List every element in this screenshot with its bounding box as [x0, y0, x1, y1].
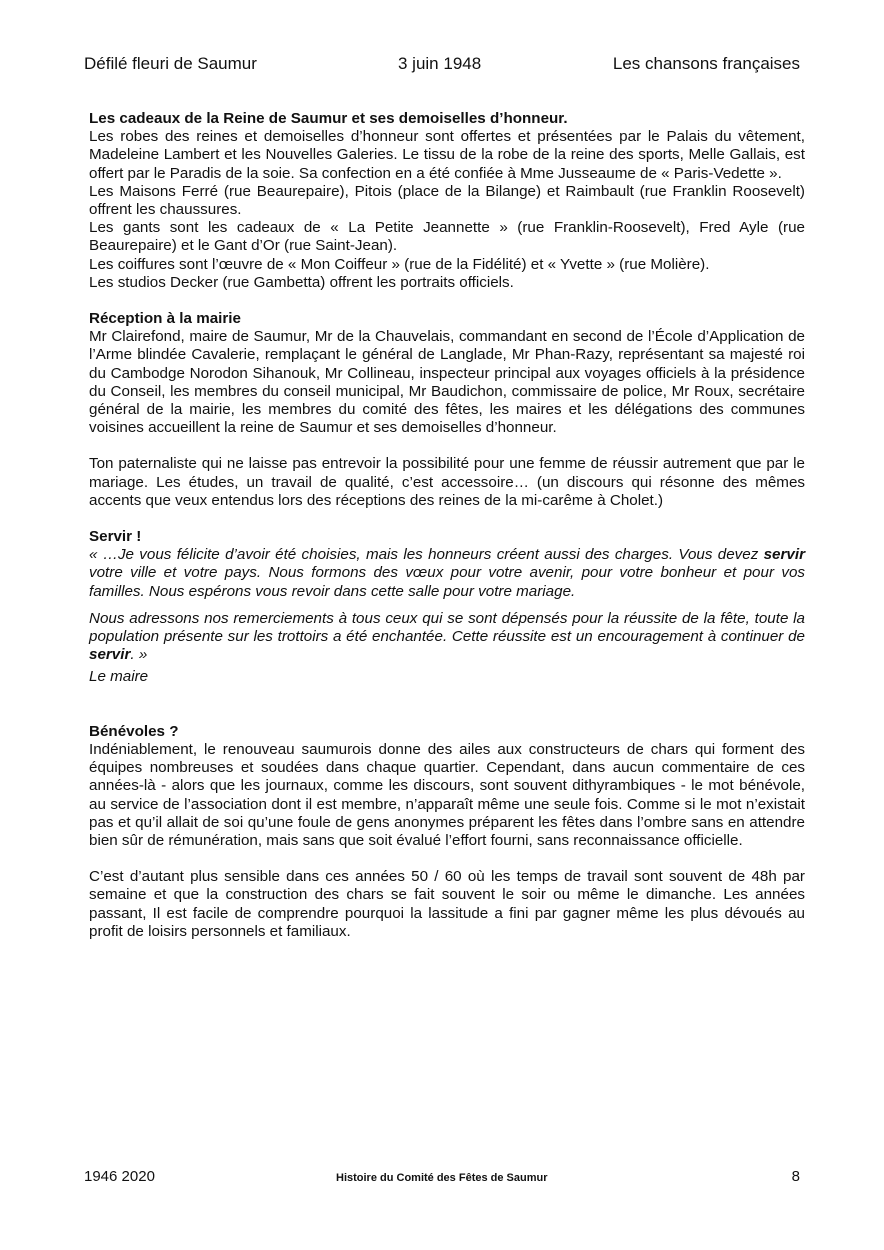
page-footer	[84, 1168, 800, 1190]
footer-title: Histoire du Comité des Fêtes de Saumur	[336, 1172, 548, 1184]
paragraph: Les studios Decker (rue Gambetta) offrent les portraits officiels.	[89, 273, 514, 291]
footer-years: 1946 2020	[84, 1168, 155, 1185]
header-date: 3 juin 1948	[398, 54, 482, 73]
header-left: Défilé fleuri de Saumur	[84, 54, 257, 73]
paragraph: Les coiffures sont l’œuvre de « Mon Coiffeur » (rue de la Fidélité) et « Yvette » (rue Molière).	[89, 255, 710, 273]
paragraph: Les Maisons Ferré (rue Beaurepaire), Pitois (place de la Bilange) et Raimbault (rue Franklin Roosevelt) offrent les chaussures.	[89, 182, 805, 219]
paragraph: Indéniablement, le renouveau saumurois donne des ailes aux constructeurs de chars qui forment des équipes nombreuses et soudées dans chaque quartier. Cependant, dans aucun commentaire de ces années-là - alors que les journaux, comme les discours, sont souvent dithyrambiques - le mot bénévole, au service de l’association dont il est membre, n’apparaît même une seule fois. Comme si le mot n’existait pas et qu’il allait de soi qu’une foule de gens anonymes préparent les fêtes dans l’ombre sans en attendre bien sûr de rémunération, mais sans que soit évalué l’effort fourni, sans reconnaissance officielle.	[89, 740, 805, 849]
header-right: Les chansons françaises	[612, 54, 800, 73]
section-cadeaux	[89, 110, 805, 292]
paragraph: Mr Clairefond, maire de Saumur, Mr de la Chauvelais, commandant en second de l’École d’Application de l’Arme blindée Cavalerie, remplaçant le général de Langlade, Mr Phan-Razy, représentant sa majesté roi du Cambodge Norodon Sihanouk, Mr Collineau, inspecteur principal aux voyages officiels à la présidence du Conseil, les membres du conseil municipal, Mr Baudichon, commissaire de police, Mr Roux, secrétaire général de la mairie, les membres du comité des fêtes, les maires et les délégations des communes voisines accueillent la reine de Saumur et ses demoiselles d’honneur.	[89, 328, 805, 437]
section-servir	[89, 528, 805, 687]
section-title-cadeaux: Les cadeaux de la Reine de Saumur et ses demoiselles d’honneur.	[89, 110, 568, 127]
section-benevoles	[89, 723, 805, 941]
paragraph: C’est d’autant plus sensible dans ces années 50 / 60 où les temps de travail sont souvent de 48h par semaine et que la construction des chars se fait souvent le soir ou même le dimanche. Les années passant, Il est facile de comprendre pourquoi la lassitude a fini par gagner même les plus dévoués au profit de loisirs personnels et familiaux.	[89, 868, 805, 940]
paragraph: Ton paternaliste qui ne laisse pas entrevoir la possibilité pour une femme de réussir autrement que par le mariage. Les études, un travail de qualité, c’est accessoire… (un discours qui résonne des mêmes accents que veux entendus lors des réceptions des reines de la mi-carême à Cholet.)	[89, 455, 805, 509]
page-header	[84, 54, 800, 76]
quote-paragraph: Nous adressons nos remerciements à tous ceux qui se sont dépensés pour la réussite de la fête, toute la population présente sur les trottoirs a été enchantée. Cette réussite est un encouragement à continuer de servir. »	[89, 609, 805, 664]
section-title-benevoles: Bénévoles ?	[89, 722, 179, 740]
paragraph: Les robes des reines et demoiselles d’honneur sont offertes et présentées par le Palais du vêtement, Madeleine Lambert et les Nouvelles Galeries. Le tissu de la robe de la reine des sports, Melle Gallais, est offert par le Paradis de la soie. Sa confection en a été confiée à Mme Jusseaume de « Paris-Vedette ».	[89, 128, 805, 182]
page-number: 8	[791, 1168, 800, 1185]
signature: Le maire	[89, 668, 149, 686]
paragraph: Les gants sont les cadeaux de « La Petite Jeannette » (rue Franklin-Roosevelt), Fred Ayle (rue Beaurepaire) et le Gant d’Or (rue Saint-Jean).	[89, 219, 805, 255]
section-title-servir: Servir !	[89, 528, 142, 546]
section-title-reception: Réception à la mairie	[89, 310, 241, 328]
section-reception	[89, 310, 805, 510]
quote-paragraph: « …Je vous félicite d’avoir été choisies, mais les honneurs créent aussi des charges. Vous devez servir votre ville et votre pays. Nous formons des vœux pour votre avenir, pour votre bonheur et pour vos familles. Nous espérons vous revoir dans cette salle pour votre mariage.	[89, 546, 805, 600]
page-body	[89, 110, 805, 941]
